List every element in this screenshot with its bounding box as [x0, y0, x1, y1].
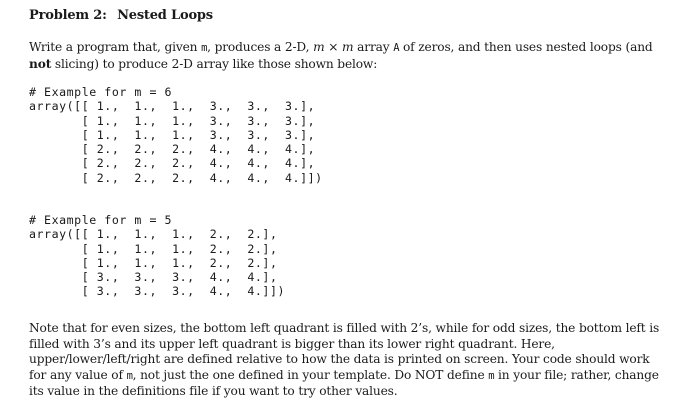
math-m-1: m	[313, 40, 325, 54]
note-text-2: , not just the one defined in your template. Do NOT define	[132, 367, 489, 382]
example-code-block-m6	[29, 85, 323, 185]
emphasis-not: not	[29, 56, 52, 71]
code-line: [ 1., 1., 1., 2., 2.],	[29, 241, 278, 256]
note-text-1: Note that for even sizes, the bottom left quadrant is filled with 2’s, while for odd sizes, the bottom left is filled with 3’s and its upper left quadrant is bigger than its lower right quadrant. Here, upper/lower/left/right are defined relative to how the data is printed on screen. Your code should work for any value of	[29, 321, 660, 382]
code-line: [ 3., 3., 3., 4., 4.]])	[29, 284, 286, 299]
code-line: [ 2., 2., 2., 4., 4., 4.]])	[29, 170, 323, 185]
intro-text-1: Write a program that, given	[29, 40, 202, 54]
code-line: array([[ 1., 1., 1., 2., 2.],	[29, 227, 278, 242]
note-text-3: in your file; rather, change its value in the definitions file if you want to try other values.	[29, 367, 659, 398]
example-code-block-m5	[29, 213, 285, 299]
code-line: [ 3., 3., 3., 4., 4.],	[29, 270, 278, 285]
inline-code-array-name: A	[393, 42, 400, 54]
intro-paragraph	[29, 40, 669, 72]
code-line: [ 2., 2., 2., 4., 4., 4.],	[29, 156, 316, 171]
code-line: [ 2., 2., 2., 4., 4., 4.],	[29, 142, 316, 157]
code-line: # Example for m = 6	[29, 85, 173, 99]
problem-heading	[29, 8, 213, 23]
code-line: [ 1., 1., 1., 3., 3., 3.],	[29, 127, 316, 142]
code-line: array([[ 1., 1., 1., 3., 3., 3.],	[29, 99, 316, 114]
code-line: [ 1., 1., 1., 2., 2.],	[29, 255, 278, 270]
intro-text-2: , produces a 2-D,	[207, 40, 314, 54]
inline-code-m: m	[201, 42, 208, 54]
problem-title: Nested Loops	[117, 8, 213, 23]
note-paragraph	[29, 321, 669, 400]
problem-label: Problem 2:	[29, 8, 107, 23]
intro-text-3: array	[353, 40, 394, 54]
intro-text-4: of zeros, and then uses nested loops (and	[399, 40, 653, 54]
math-m-2: m	[342, 40, 354, 54]
math-times: ×	[324, 40, 343, 54]
intro-text-5: slicing) to produce 2-D array like those shown below:	[51, 56, 378, 71]
code-line: [ 1., 1., 1., 3., 3., 3.],	[29, 113, 316, 128]
inline-code-m: m	[488, 369, 495, 382]
inline-code-m: m	[126, 369, 133, 382]
code-line: # Example for m = 5	[29, 213, 173, 227]
